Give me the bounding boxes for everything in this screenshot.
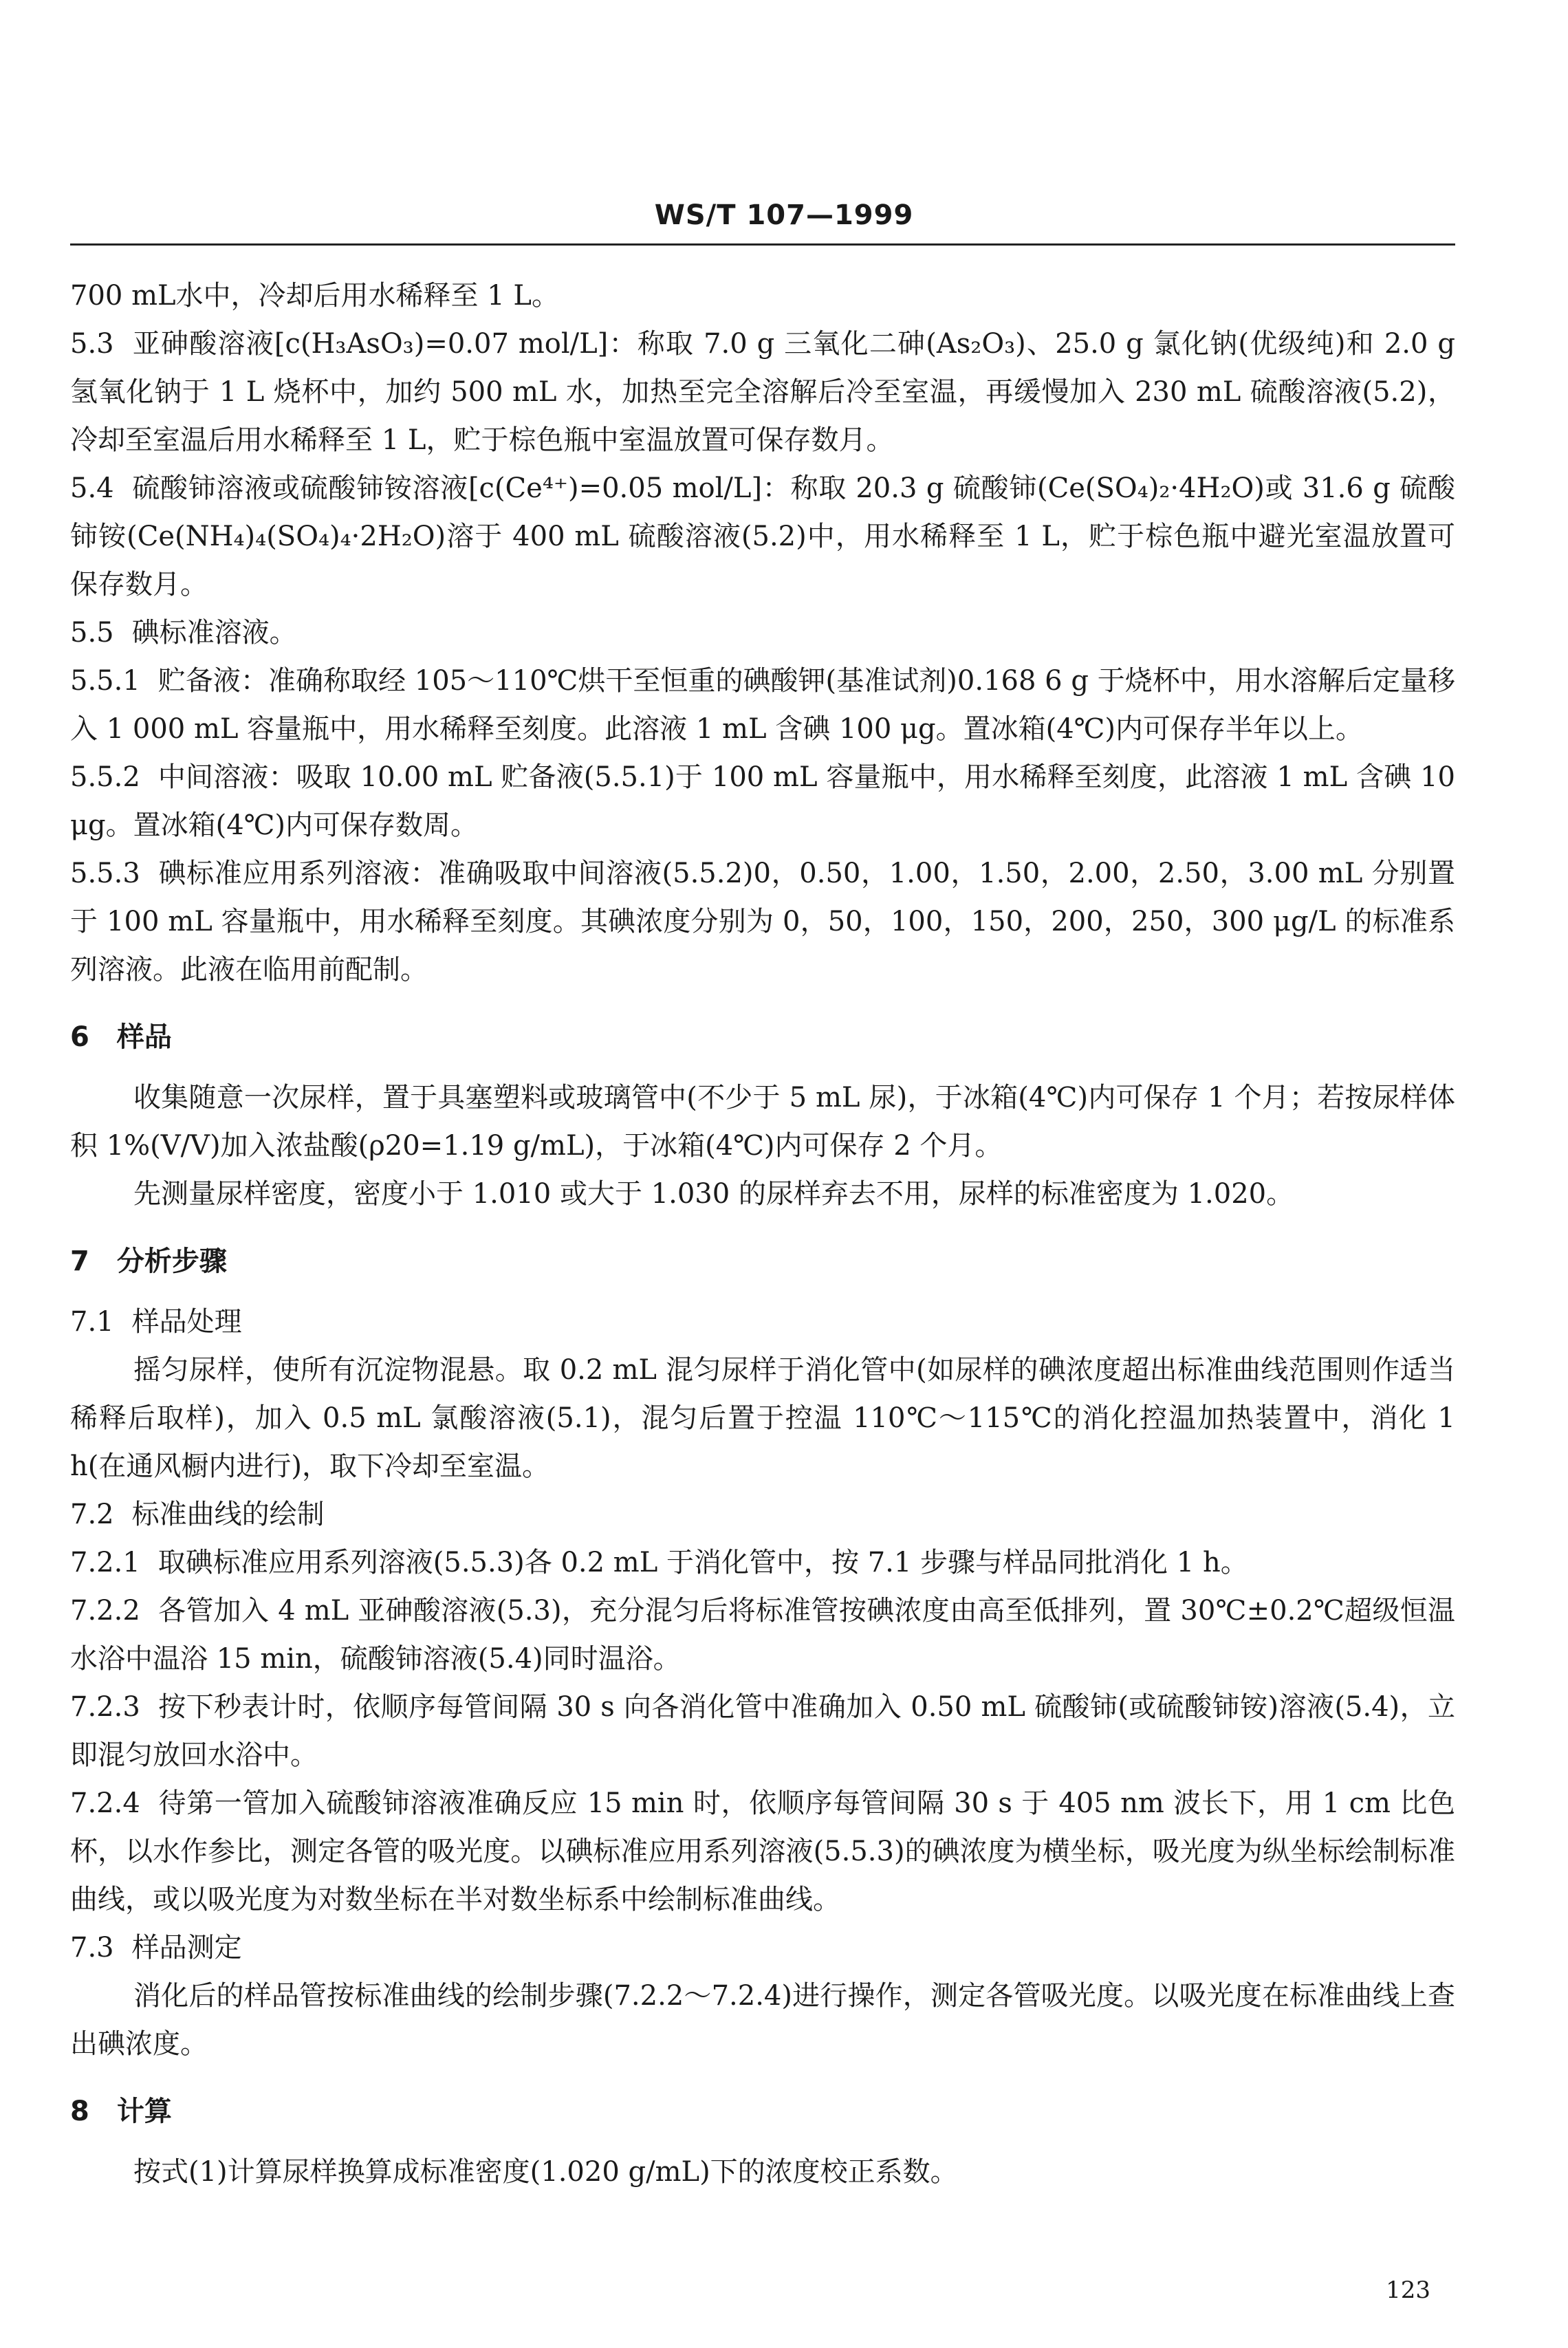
paragraph (70, 1924, 1455, 1972)
clause-number: 7.2.2 (70, 1595, 140, 1627)
section-title: 样品 (116, 1021, 172, 1053)
paragraph-text: 样品处理 (131, 1306, 242, 1338)
paragraph-text: 硫酸铈溶液或硫酸铈铵溶液[c(Ce⁴⁺)=0.05 mol/L]：称取 20.3 g 硫酸铈(Ce(SO₄)₂·4H₂O)或 31.6 g 硫酸铈铵(Ce(NH₄)₄(SO₄)₄·2H₂O)溶于 400 mL 硫酸溶液(5.2)中，用水稀释至 1 L，贮于棕色瓶中避光室温放置可保存数月。 (70, 472, 1455, 600)
paragraph (70, 272, 1455, 320)
paragraph (70, 1346, 1455, 1490)
clause-number: 5.4 (70, 472, 114, 504)
section-title: 计算 (116, 2096, 172, 2127)
paragraph (70, 1972, 1455, 2068)
paragraph-text: 标准曲线的绘制 (131, 1499, 325, 1530)
paragraph-text: 亚砷酸溶液[c(H₃AsO₃)=0.07 mol/L]：称取 7.0 g 三氧化二砷(As₂O₃)、25.0 g 氯化钠(优级纯)和 2.0 g 氢氧化钠于 1 L 烧杯中，加约 500 mL 水，加热至完全溶解后冷至室温，再缓慢加入 230 mL 硫酸溶液(5.2)，冷却至室温后用水稀释至 1 L，贮于棕色瓶中室温放置可保存数月。 (70, 328, 1455, 456)
paragraph-text: 取碘标准应用系列溶液(5.5.3)各 0.2 mL 于消化管中，按 7.1 步骤与样品同批消化 1 h。 (157, 1547, 1248, 1578)
paragraph-text: 中间溶液：吸取 10.00 mL 贮备液(5.5.1)于 100 mL 容量瓶中，用水稀释至刻度，此溶液 1 mL 含碘 10 μg。置冰箱(4℃)内可保存数周。 (70, 761, 1455, 841)
section-heading (70, 2087, 1455, 2135)
clause-number: 5.5 (70, 617, 114, 649)
paragraph (70, 753, 1455, 849)
paragraph (70, 657, 1455, 753)
paragraph-text: 消化后的样品管按标准曲线的绘制步骤(7.2.2～7.2.4)进行操作，测定各管吸光度。以吸光度在标准曲线上查出碘浓度。 (70, 1980, 1455, 2060)
header-rule (70, 243, 1455, 246)
paragraph (70, 464, 1455, 609)
paragraph (70, 2148, 1455, 2196)
paragraph (70, 320, 1455, 464)
paragraph-text: 按下秒表计时，依顺序每管间隔 30 s 向各消化管中准确加入 0.50 mL 硫酸铈(或硫酸铈铵)溶液(5.4)，立即混匀放回水浴中。 (70, 1691, 1455, 1771)
paragraph-text: 收集随意一次尿样，置于具塞塑料或玻璃管中(不少于 5 mL 尿)，于冰箱(4℃)内可保存 1 个月；若按尿样体积 1%(V/V)加入浓盐酸(ρ20=1.19 g/mL)，于冰箱(4℃)内可保存 2 个月。 (70, 1082, 1455, 1162)
clause-number: 7.2.1 (70, 1547, 140, 1578)
section-heading (70, 1013, 1455, 1061)
clause-number: 7.2 (70, 1499, 114, 1530)
paragraph-text: 碘标准溶液。 (131, 617, 297, 649)
paragraph (70, 1170, 1455, 1218)
paragraph-text: 待第一管加入硫酸铈溶液准确反应 15 min 时，依顺序每管间隔 30 s 于 405 nm 波长下，用 1 cm 比色杯，以水作参比，测定各管的吸光度。以碘标准应用系列溶液(5.5.3)的碘浓度为横坐标，吸光度为纵坐标绘制标准曲线，或以吸光度为对数坐标在半对数坐标系中绘制标准曲线。 (70, 1787, 1455, 1915)
clause-number: 5.5.2 (70, 761, 140, 793)
paragraph-text: 摇匀尿样，使所有沉淀物混悬。取 0.2 mL 混匀尿样于消化管中(如尿样的碘浓度超出标准曲线范围则作适当稀释后取样)，加入 0.5 mL 氯酸溶液(5.1)，混匀后置于控温 110℃～115℃的消化控温加热装置中，消化 1 h(在通风橱内进行)，取下冷却至室温。 (70, 1354, 1455, 1482)
paragraph-text: 各管加入 4 mL 亚砷酸溶液(5.3)，充分混匀后将标准管按碘浓度由高至低排列，置 30℃±0.2℃超级恒温水浴中温浴 15 min，硫酸铈溶液(5.4)同时温浴。 (70, 1595, 1455, 1675)
paragraph (70, 1683, 1455, 1779)
paragraph (70, 1074, 1455, 1170)
paragraph (70, 1298, 1455, 1346)
paragraph-text: 700 mL水中，冷却后用水稀释至 1 L。 (70, 280, 559, 312)
section-title: 分析步骤 (116, 1246, 227, 1277)
paragraph-text: 样品测定 (131, 1932, 242, 1964)
section-heading (70, 1237, 1455, 1285)
paragraph (70, 1539, 1455, 1587)
clause-number: 5.5.3 (70, 858, 140, 889)
paragraph (70, 849, 1455, 994)
document-body (70, 272, 1455, 2196)
paragraph-text: 碘标准应用系列溶液：准确吸取中间溶液(5.5.2)0，0.50，1.00，1.50，2.00，2.50，3.00 mL 分别置于 100 mL 容量瓶中，用水稀释至刻度。其碘浓度分别为 0，50，100，150，200，250，300 μg/L 的标准系列溶液。此液在临用前配制。 (70, 858, 1455, 986)
document-header: WS/T 107—1999 (654, 199, 914, 231)
clause-number: 7 (70, 1246, 89, 1277)
clause-number: 7.3 (70, 1932, 114, 1964)
paragraph-text: 先测量尿样密度，密度小于 1.010 或大于 1.030 的尿样弃去不用，尿样的标准密度为 1.020。 (133, 1178, 1294, 1210)
clause-number: 7.2.4 (70, 1787, 140, 1819)
paragraph (70, 1490, 1455, 1539)
page-number: 123 (1386, 2276, 1430, 2304)
clause-number: 7.1 (70, 1306, 114, 1338)
paragraph (70, 1779, 1455, 1924)
paragraph (70, 609, 1455, 657)
clause-number: 5.5.1 (70, 665, 140, 697)
clause-number: 5.3 (70, 328, 114, 360)
paragraph (70, 1587, 1455, 1683)
paragraph-text: 贮备液：准确称取经 105～110℃烘干至恒重的碘酸钾(基准试剂)0.168 6 g 于烧杯中，用水溶解后定量移入 1 000 mL 容量瓶中，用水稀释至刻度。此溶液 1 mL 含碘 100 μg。置冰箱(4℃)内可保存半年以上。 (70, 665, 1455, 745)
clause-number: 8 (70, 2096, 89, 2127)
clause-number: 7.2.3 (70, 1691, 140, 1723)
paragraph-text: 按式(1)计算尿样换算成标准密度(1.020 g/mL)下的浓度校正系数。 (133, 2156, 958, 2188)
clause-number: 6 (70, 1021, 89, 1053)
